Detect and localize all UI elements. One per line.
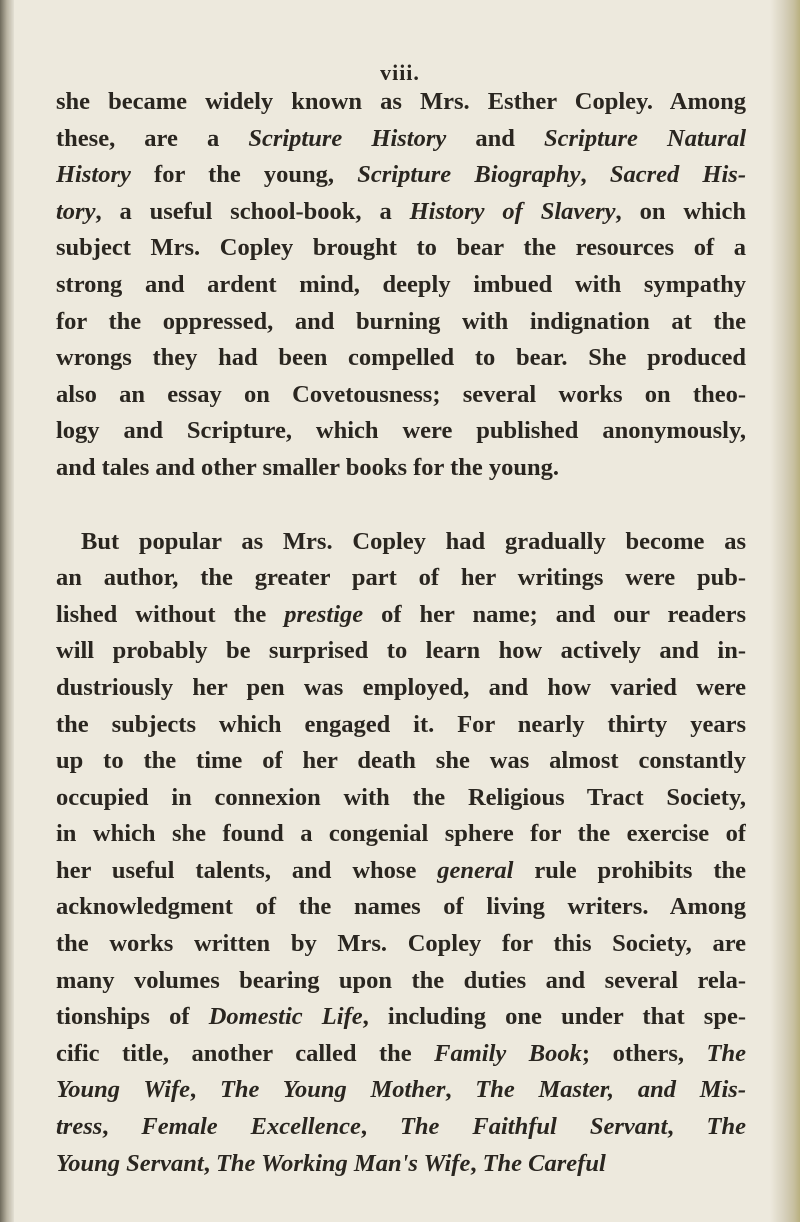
- text-line: wrongs they had been compelled to bear. She produced: [56, 344, 746, 372]
- text-line: dustriously her pen was employed, and how varied were: [56, 673, 746, 701]
- paragraph: [56, 84, 746, 487]
- text-line: But popular as Mrs. Copley had gradually become as: [81, 527, 746, 555]
- text-line: acknowledgment of the names of living writers. Among: [56, 893, 746, 921]
- text-line: tionships of Domestic Life, including one under that spe-: [56, 1003, 746, 1031]
- scan-shadow-left: [0, 0, 14, 1222]
- text-line: occupied in connexion with the Religious Tract Society,: [56, 783, 746, 811]
- text-line: tory, a useful school-book, a History of Slavery, on which: [56, 197, 746, 225]
- text-line: an author, the greater part of her writings were pub-: [56, 564, 746, 592]
- text-line: subject Mrs. Copley brought to bear the resources of a: [56, 234, 746, 262]
- text-line: Young Wife, The Young Mother, The Master, and Mis-: [56, 1076, 746, 1104]
- text-line: the works written by Mrs. Copley for this Society, are: [56, 930, 746, 958]
- text-line: cific title, another called the Family Book; others, The: [56, 1039, 746, 1067]
- text-line: History for the young, Scripture Biography, Sacred His-: [56, 161, 746, 189]
- page-number: viii.: [380, 60, 420, 85]
- text-line: she became widely known as Mrs. Esther Copley. Among: [56, 88, 746, 115]
- text-line: and tales and other smaller books for the young.: [56, 453, 559, 481]
- text-line: Young Servant, The Working Man's Wife, The Careful: [56, 1149, 606, 1177]
- text-line: her useful talents, and whose general rule prohibits the: [56, 856, 746, 884]
- paragraph: [56, 524, 746, 1183]
- scan-shadow-right: [770, 0, 800, 1222]
- text-line: many volumes bearing upon the duties and several rela-: [56, 966, 746, 994]
- text-line: in which she found a congenial sphere for the exercise of: [56, 820, 746, 848]
- text-line: will probably be surprised to learn how actively and in-: [56, 637, 746, 665]
- text-line: strong and ardent mind, deeply imbued with sympathy: [56, 270, 746, 298]
- text-line: also an essay on Covetousness; several works on theo-: [56, 380, 746, 408]
- text-line: the subjects which engaged it. For nearly thirty years: [56, 710, 746, 738]
- text-line: up to the time of her death she was almost constantly: [56, 747, 746, 775]
- text-line: logy and Scripture, which were published anonymously,: [56, 417, 746, 445]
- text-line: for the oppressed, and burning with indignation at the: [56, 307, 746, 335]
- text-line: tress, Female Excellence, The Faithful Servant, The: [56, 1113, 746, 1141]
- text-body: [56, 84, 746, 1182]
- text-line: these, are a Scripture History and Scripture Natural: [56, 124, 746, 152]
- text-line: lished without the prestige of her name; and our readers: [56, 600, 746, 628]
